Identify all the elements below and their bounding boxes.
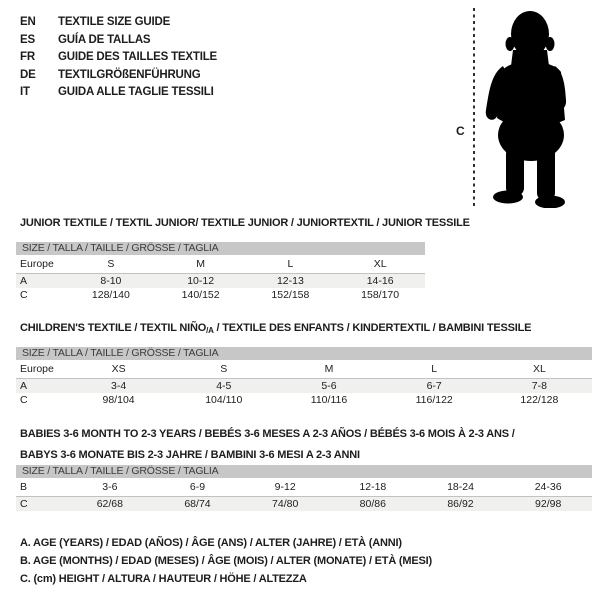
row-label: A bbox=[20, 275, 28, 287]
babies-size-table bbox=[16, 465, 592, 511]
value-cell: 8-10 bbox=[100, 275, 122, 287]
row-label: Europe bbox=[20, 363, 54, 375]
children-size-table bbox=[16, 347, 592, 407]
value-cell: 92/98 bbox=[535, 498, 562, 510]
table-row-europe bbox=[16, 255, 425, 274]
language-label: GUIDE DES TAILLES TEXTILE bbox=[58, 51, 217, 63]
junior-size-table bbox=[16, 242, 425, 302]
value-cell: 98/104 bbox=[102, 394, 135, 406]
value-cell: 9-12 bbox=[274, 481, 296, 493]
value-cell: 104/110 bbox=[205, 394, 243, 406]
value-cell: 122/128 bbox=[520, 394, 559, 406]
junior-table-title: JUNIOR TEXTILE / TEXTIL JUNIOR/ TEXTILE JUNIOR / JUNIORTEXTIL / JUNIOR TESSILE bbox=[20, 217, 470, 229]
language-code: ES bbox=[20, 33, 35, 46]
table-row-height bbox=[16, 393, 592, 407]
value-cell: 10-12 bbox=[187, 275, 215, 287]
value-cell: 24-36 bbox=[534, 481, 562, 493]
value-cell: 6-9 bbox=[189, 481, 206, 493]
table-row-age bbox=[16, 274, 425, 288]
footnote-a: A. AGE (YEARS) / EDAD (AÑOS) / ÂGE (ANS) / ALTER (JAHRE) / ETÀ (ANNI) bbox=[20, 537, 402, 549]
value-cell: 110/116 bbox=[310, 394, 348, 406]
size-header-bar: SIZE / TALLA / TAILLE / GRÖSSE / TAGLIA bbox=[16, 347, 592, 360]
row-label: A bbox=[20, 380, 28, 392]
table-row-height bbox=[16, 288, 425, 302]
row-label: B bbox=[20, 481, 28, 493]
footnote-legend bbox=[20, 534, 432, 588]
table-row-months bbox=[16, 478, 592, 497]
language-code: FR bbox=[20, 51, 35, 63]
value-cell: 5-6 bbox=[321, 380, 337, 392]
language-row-de bbox=[20, 67, 217, 85]
value-cell: 80/86 bbox=[359, 498, 386, 510]
value-cell: 12-13 bbox=[276, 275, 304, 287]
footnote-b: B. AGE (MONTHS) / EDAD (MESES) / ÂGE (MOIS) / ALTER (MONATE) / ETÀ (MESI) bbox=[20, 555, 432, 567]
table-row-europe bbox=[16, 360, 592, 379]
table-row-height bbox=[16, 497, 592, 511]
language-row-en bbox=[20, 14, 217, 32]
row-label: Europe bbox=[20, 258, 54, 270]
value-cell: 116/122 bbox=[415, 394, 453, 406]
language-list bbox=[20, 14, 217, 102]
language-label: GUÍA DE TALLAS bbox=[58, 33, 151, 46]
value-cell: 3-4 bbox=[111, 380, 127, 392]
language-code: DE bbox=[20, 68, 36, 81]
row-label: C bbox=[20, 498, 28, 510]
title-line-1: BABIES 3-6 MONTH TO 2-3 YEARS / BEBÉS 3-6 MESES A 2-3 AÑOS / BÉBÉS 3-6 MOIS À 2-3 ANS / bbox=[20, 428, 515, 440]
title-subscript: /A bbox=[206, 326, 214, 335]
title-line-2: BABYS 3-6 MONATE BIS 2-3 JAHRE / BAMBINI 3-6 MESI A 2-3 ANNI bbox=[20, 448, 360, 461]
baby-silhouette-icon bbox=[483, 8, 575, 208]
size-header-bar: SIZE / TALLA / TAILLE / GRÖSSE / TAGLIA bbox=[16, 242, 425, 255]
children-table-title bbox=[20, 322, 531, 335]
value-cell: 14-16 bbox=[366, 275, 394, 287]
value-cell: 158/170 bbox=[361, 289, 400, 301]
value-cell: 18-24 bbox=[447, 481, 474, 493]
value-cell: 62/68 bbox=[96, 498, 123, 510]
size-cell: S bbox=[220, 363, 228, 375]
size-header-bar: SIZE / TALLA / TAILLE / GRÖSSE / TAGLIA bbox=[16, 465, 592, 478]
value-cell: 6-7 bbox=[426, 380, 442, 392]
size-cell: XS bbox=[111, 363, 126, 375]
height-measure-dotted-line bbox=[473, 8, 475, 206]
size-cell: S bbox=[107, 258, 115, 270]
value-cell: 74/80 bbox=[272, 498, 299, 510]
value-cell: 4-5 bbox=[216, 380, 232, 392]
row-label: C bbox=[20, 394, 28, 406]
language-label: TEXTILE SIZE GUIDE bbox=[58, 16, 171, 28]
language-label: GUIDA ALLE TAGLIE TESSILI bbox=[58, 86, 214, 98]
size-cell: M bbox=[324, 363, 334, 375]
table-row-age bbox=[16, 379, 592, 393]
value-cell: 86/92 bbox=[447, 498, 474, 510]
babies-table-title bbox=[20, 424, 515, 465]
title-text: / TEXTILE DES ENFANTS / KINDERTEXTIL / BAMBINI TESSILE bbox=[213, 322, 532, 334]
size-cell: XL bbox=[532, 363, 546, 375]
size-cell: L bbox=[431, 363, 438, 375]
language-row-it bbox=[20, 84, 217, 102]
size-cell: XL bbox=[373, 258, 387, 270]
language-row-fr bbox=[20, 49, 217, 67]
value-cell: 3-6 bbox=[102, 481, 118, 493]
value-cell: 128/140 bbox=[91, 289, 130, 301]
value-cell: 152/158 bbox=[271, 289, 310, 301]
value-cell: 68/74 bbox=[184, 498, 211, 510]
value-cell: 140/152 bbox=[181, 289, 220, 301]
title-text: CHILDREN'S TEXTILE / TEXTIL NIÑO bbox=[20, 322, 207, 334]
language-code: EN bbox=[20, 16, 36, 28]
value-cell: 12-18 bbox=[359, 481, 387, 493]
language-label: TEXTILGRÖßENFÜHRUNG bbox=[58, 68, 201, 81]
row-label: C bbox=[20, 289, 28, 301]
footnote-c: C. (cm) HEIGHT / ALTURA / HAUTEUR / HÖHE / ALTEZZA bbox=[20, 573, 307, 585]
height-measure-label: C bbox=[456, 124, 465, 138]
size-cell: M bbox=[196, 258, 205, 270]
language-code: IT bbox=[20, 86, 30, 98]
value-cell: 7-8 bbox=[531, 380, 547, 392]
language-row-es bbox=[20, 32, 217, 50]
size-cell: L bbox=[287, 258, 294, 270]
